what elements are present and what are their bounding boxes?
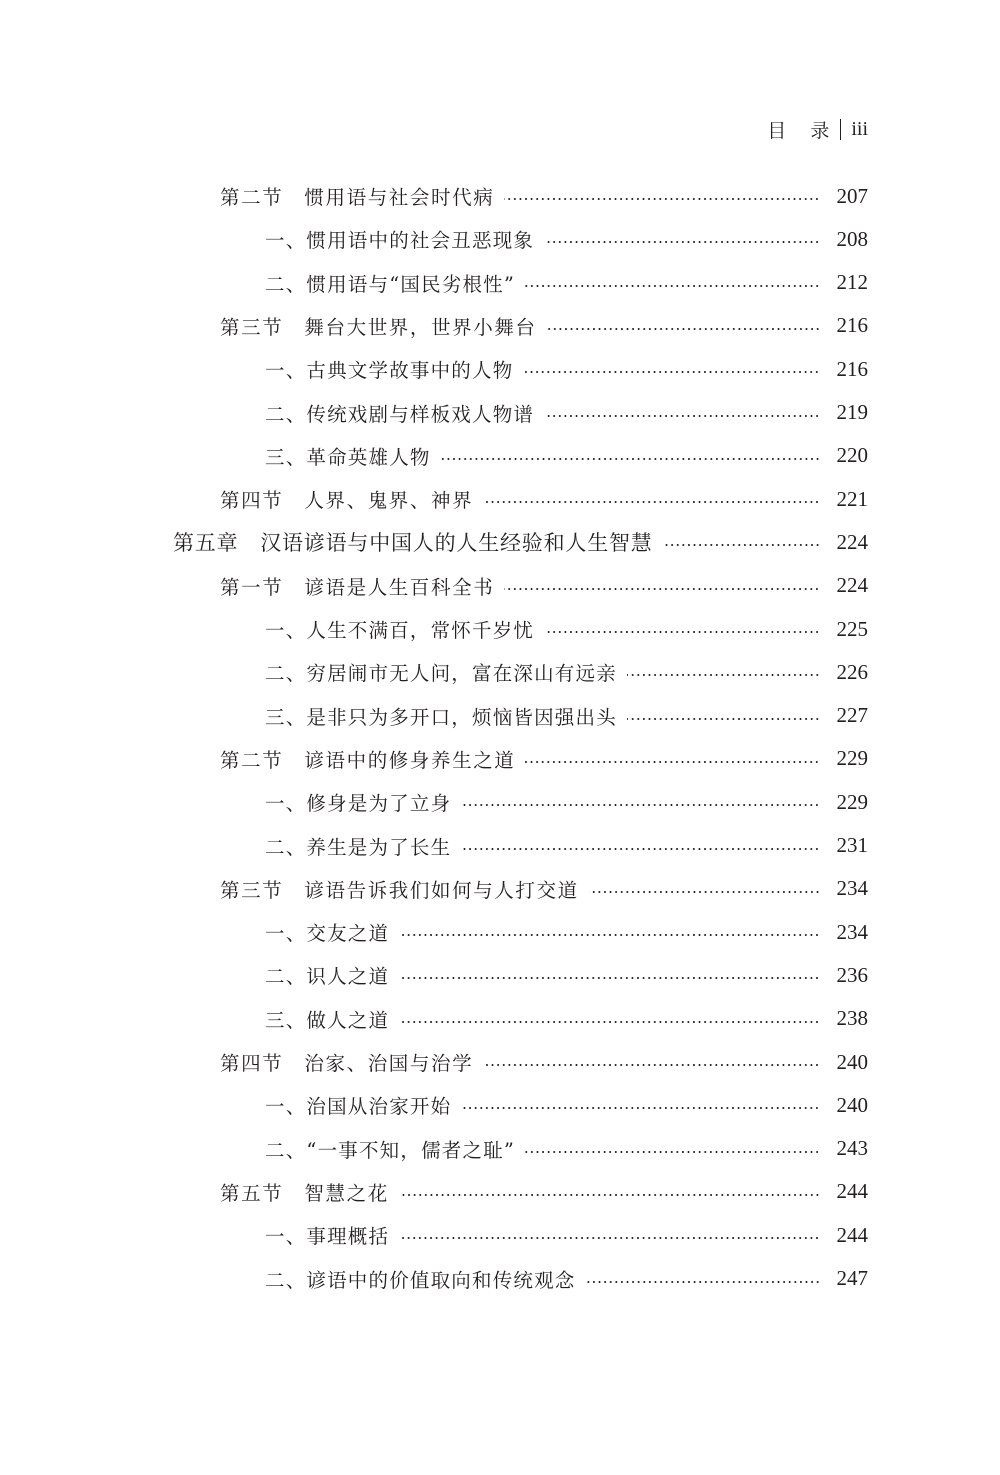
toc-entry-item[interactable] xyxy=(0,1129,1000,1169)
toc-entry-item[interactable] xyxy=(0,912,1000,952)
toc-entry-title: 一、修身是为了立身 xyxy=(265,792,452,816)
toc-entry-page-number: 220 xyxy=(836,443,868,468)
dot-leader xyxy=(461,804,820,806)
toc-entry-title: 二、谚语中的价值取向和传统观念 xyxy=(265,1268,576,1292)
toc-entry-page-number: 234 xyxy=(836,919,868,944)
toc-entry-page-number: 226 xyxy=(836,659,868,684)
dot-leader xyxy=(399,1194,820,1196)
toc-entry-section[interactable] xyxy=(0,479,1000,519)
dot-leader xyxy=(441,458,820,460)
toc-entry-title: 二、“一事不知，儒者之耻” xyxy=(265,1138,516,1162)
toc-entry-title: 三、革命英雄人物 xyxy=(265,445,431,469)
toc-entry-title: 第四节 治家、治国与治学 xyxy=(220,1052,474,1075)
toc-entry-page-number: 229 xyxy=(836,789,868,814)
toc-entry-page-number: 207 xyxy=(836,183,868,208)
toc-entry-page-number: 216 xyxy=(836,356,868,381)
toc-entry-title: 第五节 智慧之花 xyxy=(220,1181,389,1205)
dot-leader xyxy=(504,198,820,200)
dot-leader xyxy=(544,241,820,243)
running-head xyxy=(767,114,868,144)
toc-entry-title: 二、穷居闹市无人问，富在深山有远亲 xyxy=(265,662,617,686)
toc-entry-page-number: 224 xyxy=(836,573,868,598)
dot-leader xyxy=(547,328,820,330)
toc-entry-item[interactable] xyxy=(0,436,1000,476)
toc-entry-page-number: 240 xyxy=(836,1049,868,1074)
toc-entry-title: 一、事理概括 xyxy=(265,1225,390,1249)
toc-entry-item[interactable] xyxy=(0,999,1000,1039)
toc-entry-page-number: 216 xyxy=(836,313,868,338)
toc-entry-item[interactable] xyxy=(0,652,1000,692)
dot-leader xyxy=(399,1237,820,1239)
dot-leader xyxy=(589,891,820,893)
toc-entry-page-number: 238 xyxy=(836,1006,868,1031)
dot-leader xyxy=(627,718,820,720)
toc-entry-item[interactable] xyxy=(0,219,1000,259)
toc-entry-page-number: 221 xyxy=(836,486,868,511)
dot-leader xyxy=(525,761,820,763)
running-head-title: 目 录 xyxy=(767,119,839,142)
dot-leader xyxy=(544,415,820,417)
toc-entry-page-number: 244 xyxy=(836,1222,868,1247)
toc-entry-title: 一、惯用语中的社会丑恶现象 xyxy=(265,229,535,253)
toc-entry-page-number: 243 xyxy=(836,1136,868,1161)
running-head-page-number: iii xyxy=(851,117,868,140)
toc-entry-title: 第一节 谚语是人生百科全书 xyxy=(220,575,495,599)
toc-entry-title: 一、治国从治家开始 xyxy=(265,1095,452,1119)
toc-entry-title: 第四节 人界、鬼界、神界 xyxy=(220,489,474,513)
toc-entry-section[interactable] xyxy=(0,176,1000,216)
toc-entry-chapter[interactable] xyxy=(0,522,1000,562)
toc-entry-item[interactable] xyxy=(0,1085,1000,1125)
dot-leader xyxy=(627,674,820,676)
toc-entry-item[interactable] xyxy=(0,609,1000,649)
toc-entry-title: 第五章 汉语谚语与中国人的人生经验和人生智慧 xyxy=(173,531,653,556)
toc-entry-title: 二、养生是为了长生 xyxy=(265,835,452,859)
dot-leader xyxy=(544,631,820,633)
toc-entry-section[interactable] xyxy=(0,566,1000,606)
dot-leader xyxy=(483,501,820,503)
toc-entry-title: 二、传统戏剧与样板戏人物谱 xyxy=(265,402,535,426)
dot-leader xyxy=(399,977,820,979)
toc-entry-title: 三、做人之道 xyxy=(265,1008,390,1032)
dot-leader xyxy=(586,1281,820,1283)
dot-leader xyxy=(399,934,820,936)
toc-entry-section[interactable] xyxy=(0,306,1000,346)
toc-entry-section[interactable] xyxy=(0,869,1000,909)
toc-entry-page-number: 231 xyxy=(836,833,868,857)
dot-leader xyxy=(523,371,820,373)
dot-leader xyxy=(461,1107,820,1109)
toc-entry-page-number: 236 xyxy=(836,962,868,987)
dot-leader xyxy=(525,285,820,287)
dot-leader xyxy=(525,1151,820,1153)
toc-entry-title: 三、是非只为多开口，烦恼皆因强出头 xyxy=(265,705,617,729)
toc-entry-page-number: 225 xyxy=(836,616,868,641)
toc-entry-section[interactable] xyxy=(0,1172,1000,1212)
toc-entry-title: 第三节 谚语告诉我们如何与人打交道 xyxy=(220,878,579,902)
toc-entry-item[interactable] xyxy=(0,349,1000,389)
toc-entry-page-number: 227 xyxy=(836,703,868,728)
toc-entry-title: 第二节 谚语中的修身养生之道 xyxy=(220,748,516,772)
toc-entry-title: 第二节 惯用语与社会时代病 xyxy=(220,186,495,209)
toc-entry-title: 一、古典文学故事中的人物 xyxy=(265,359,514,383)
toc-entry-page-number: 229 xyxy=(836,746,868,771)
toc-entry-item[interactable] xyxy=(0,782,1000,822)
toc-entry-page-number: 208 xyxy=(836,226,868,251)
toc-entry-item[interactable] xyxy=(0,263,1000,303)
dot-leader xyxy=(504,588,820,590)
toc-entry-title: 一、人生不满百，常怀千岁忧 xyxy=(265,619,535,642)
dot-leader xyxy=(399,1021,820,1023)
toc-entry-page-number: 224 xyxy=(836,529,868,554)
toc-entry-page-number: 234 xyxy=(836,876,868,901)
toc-entry-title: 二、惯用语与“国民劣根性” xyxy=(265,272,516,296)
toc-entry-section[interactable] xyxy=(0,1042,1000,1082)
toc-entry-section[interactable] xyxy=(0,739,1000,779)
toc-entry-item[interactable] xyxy=(0,826,1000,866)
toc-entry-page-number: 219 xyxy=(836,400,868,424)
toc-entry-item[interactable] xyxy=(0,393,1000,433)
toc-entry-page-number: 247 xyxy=(836,1266,868,1290)
toc-entry-item[interactable] xyxy=(0,1259,1000,1299)
dot-leader xyxy=(663,544,820,546)
running-head-divider xyxy=(840,119,841,140)
dot-leader xyxy=(461,848,820,850)
toc-entry-page-number: 212 xyxy=(836,270,868,295)
toc-entry-title: 第三节 舞台大世界，世界小舞台 xyxy=(220,315,537,339)
toc-entry-page-number: 244 xyxy=(836,1179,868,1204)
toc-entry-item[interactable] xyxy=(0,1215,1000,1255)
toc-entry-title: 二、识人之道 xyxy=(265,965,390,989)
toc-entry-title: 一、交友之道 xyxy=(265,922,390,946)
toc-entry-item[interactable] xyxy=(0,955,1000,995)
dot-leader xyxy=(483,1064,820,1066)
toc-entry-item[interactable] xyxy=(0,696,1000,736)
toc-entry-page-number: 240 xyxy=(836,1092,868,1117)
